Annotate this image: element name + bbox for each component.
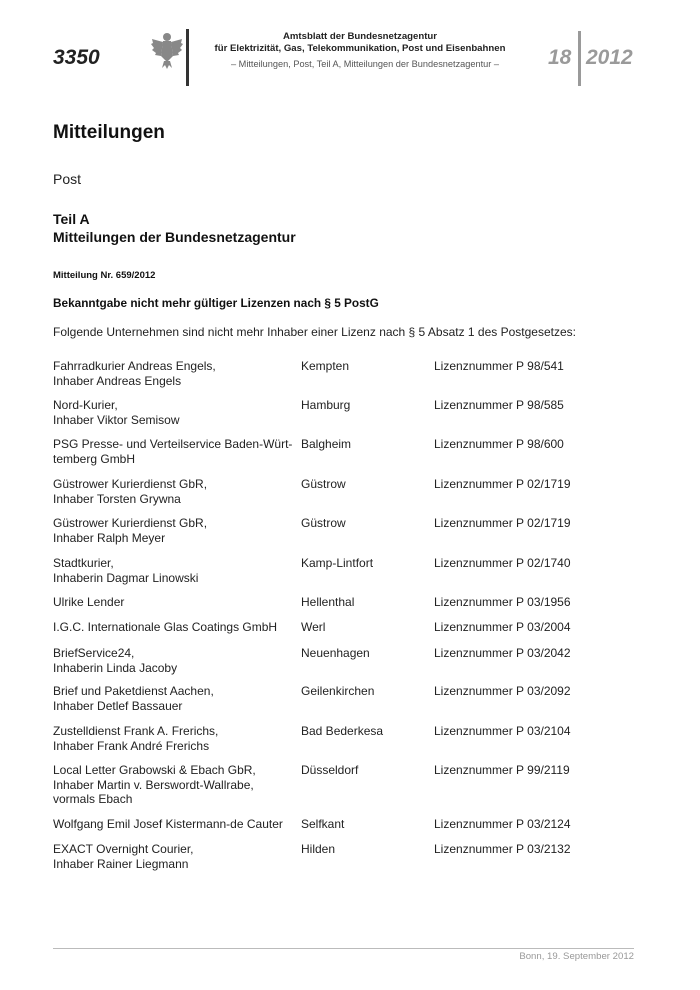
entry-city: Hellenthal <box>301 595 355 609</box>
entry-company: PSG Presse- und Verteilservice Baden-Würt- temberg GmbH <box>53 437 293 466</box>
entry-license: Lizenznummer P 02/1719 <box>434 477 571 491</box>
issue-number: 18 <box>548 46 572 69</box>
publication-title-line2: für Elektrizität, Gas, Telekommunikation, Post und Eisenbahnen <box>214 43 506 54</box>
entry-license: Lizenznummer P 02/1719 <box>434 516 571 530</box>
entry-city: Güstrow <box>301 516 346 530</box>
entry-license: Lizenznummer P 99/2119 <box>434 763 570 777</box>
entry-license: Lizenznummer P 98/600 <box>434 437 564 451</box>
notice-number: Mitteilung Nr. 659/2012 <box>53 270 156 281</box>
entry-company: Nord-Kurier, Inhaber Viktor Semisow <box>53 398 180 427</box>
part-heading-line1: Teil A <box>53 211 90 227</box>
entry-license: Lizenznummer P 98/541 <box>434 359 564 373</box>
publication-subtitle: – Mitteilungen, Post, Teil A, Mitteilungen der Bundesnetzagentur – <box>231 59 499 69</box>
entry-company: EXACT Overnight Courier, Inhaber Rainer Liegmann <box>53 842 194 871</box>
entry-company: BriefService24, Inhaberin Linda Jacoby <box>53 646 178 675</box>
entry-city: Güstrow <box>301 477 346 491</box>
entry-company: I.G.C. Internationale Glas Coatings GmbH <box>53 620 278 634</box>
footer-rule <box>53 948 634 949</box>
entry-company: Stadtkurier, Inhaberin Dagmar Linowski <box>53 556 199 585</box>
entry-city: Neuenhagen <box>301 646 370 660</box>
entry-city: Balgheim <box>301 437 352 451</box>
entry-city: Hamburg <box>301 398 351 412</box>
notice-title: Bekanntgabe nicht mehr gültiger Lizenzen nach § 5 PostG <box>53 296 379 310</box>
entry-company: Ulrike Lender <box>53 595 125 609</box>
entry-city: Kamp-Lintfort <box>301 556 374 570</box>
entry-city: Hilden <box>301 842 336 856</box>
entry-license: Lizenznummer P 03/2004 <box>434 620 571 634</box>
entry-company: Brief und Paketdienst Aachen, Inhaber Detlef Bassauer <box>53 684 214 713</box>
publication-title <box>200 31 520 55</box>
entry-license: Lizenznummer P 98/585 <box>434 398 564 412</box>
entry-city: Bad Bederkesa <box>301 724 384 738</box>
federal-eagle-icon <box>150 30 184 70</box>
page-title: Mitteilungen <box>53 122 165 143</box>
entry-company: Zustelldienst Frank A. Frerichs, Inhaber Frank André Frerichs <box>53 724 219 753</box>
entry-license: Lizenznummer P 03/2132 <box>434 842 571 856</box>
entry-city: Selfkant <box>301 817 345 831</box>
part-heading-line2: Mitteilungen der Bundesnetzagentur <box>53 229 296 245</box>
issue-year: 2012 <box>586 46 633 69</box>
entry-company: Fahrradkurier Andreas Engels, Inhaber Andreas Engels <box>53 359 216 388</box>
entry-company: Local Letter Grabowski & Ebach GbR, Inhaber Martin v. Berswordt-Wallrabe, vormals Ebach <box>53 763 256 806</box>
entry-company: Güstrower Kurierdienst GbR, Inhaber Torsten Grywna <box>53 477 208 506</box>
entry-company: Güstrower Kurierdienst GbR, Inhaber Ralph Meyer <box>53 516 208 545</box>
publication-title-line1: Amtsblatt der Bundesnetzagentur <box>282 31 438 42</box>
header-divider <box>186 29 189 86</box>
entry-license: Lizenznummer P 03/2104 <box>434 724 571 738</box>
entry-license: Lizenznummer P 02/1740 <box>434 556 571 570</box>
entry-company: Wolfgang Emil Josef Kistermann-de Cauter <box>53 817 283 831</box>
issue-divider <box>578 31 581 86</box>
entry-license: Lizenznummer P 03/2042 <box>434 646 571 660</box>
notice-intro: Folgende Unternehmen sind nicht mehr Inhaber einer Lizenz nach § 5 Absatz 1 des Postgesetzes: <box>53 325 576 339</box>
footer-date: Bonn, 19. September 2012 <box>519 951 634 962</box>
entry-license: Lizenznummer P 03/1956 <box>434 595 571 609</box>
part-heading <box>53 210 296 246</box>
entry-license: Lizenznummer P 03/2092 <box>434 684 571 698</box>
entry-city: Geilenkirchen <box>301 684 375 698</box>
page-number: 3350 <box>53 46 100 69</box>
entry-city: Kempten <box>301 359 350 373</box>
entry-license: Lizenznummer P 03/2124 <box>434 817 571 831</box>
entry-city: Werl <box>301 620 326 634</box>
section-title: Post <box>53 171 82 187</box>
entry-city: Düsseldorf <box>301 763 359 777</box>
